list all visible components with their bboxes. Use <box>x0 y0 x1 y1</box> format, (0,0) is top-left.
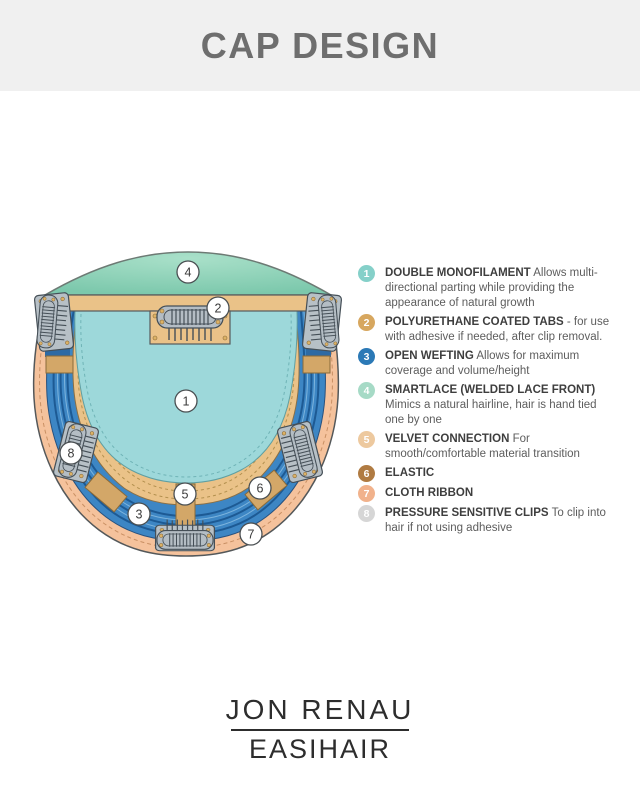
callout-5 <box>174 483 196 505</box>
callout-7 <box>240 523 262 545</box>
elastic-spoke-left-top <box>46 356 73 373</box>
legend-item-double-monofilament <box>358 266 614 311</box>
legend-term: VELVET CONNECTION <box>385 433 510 445</box>
legend-term: SMARTLACE (WELDED LACE FRONT) <box>385 384 596 396</box>
legend-term: DOUBLE MONOFILAMENT <box>385 267 531 279</box>
legend-desc: Allows multi-directional parting while providing the appearance of natural growth <box>385 267 598 309</box>
legend-term: CLOTH RIBBON <box>385 487 474 499</box>
callout-3 <box>128 503 150 525</box>
pressure-clip-top-right <box>302 292 342 351</box>
logo-divider <box>231 729 409 731</box>
legend-badge-8: 8 <box>358 505 375 522</box>
legend-item-pressure-clips <box>358 506 614 536</box>
legend-term: ELASTIC <box>385 467 435 479</box>
svg-text:1: 1 <box>182 394 190 409</box>
legend-item-elastic <box>358 466 614 482</box>
legend-desc: Allows for maximum coverage and volume/height <box>385 350 580 377</box>
brand-logo <box>0 694 640 765</box>
legend-item-polyurethane-tabs <box>358 315 614 345</box>
legend-item-smartlace <box>358 383 614 428</box>
legend-term: OPEN WEFTING <box>385 350 474 362</box>
callout-4 <box>177 261 199 283</box>
svg-text:4: 4 <box>184 265 192 280</box>
legend-badge-4: 4 <box>358 382 375 399</box>
legend-term: PRESSURE SENSITIVE CLIPS <box>385 507 549 519</box>
legend-desc: For smooth/comfortable material transition <box>385 433 580 460</box>
svg-text:8: 8 <box>67 446 75 461</box>
legend-badge-1: 1 <box>358 265 375 282</box>
legend-badge-7: 7 <box>358 485 375 502</box>
svg-text:7: 7 <box>247 527 255 542</box>
legend-badge-5: 5 <box>358 431 375 448</box>
legend-item-open-wefting <box>358 349 614 379</box>
callout-8 <box>60 442 82 464</box>
legend-badge-3: 3 <box>358 348 375 365</box>
legend <box>358 266 614 540</box>
svg-text:5: 5 <box>181 487 189 502</box>
legend-item-velvet-connection <box>358 432 614 462</box>
cap-diagram <box>25 240 345 560</box>
page-title: CAP DESIGN <box>200 24 440 66</box>
legend-badge-2: 2 <box>358 314 375 331</box>
page-header <box>0 0 640 91</box>
callout-1 <box>175 390 197 412</box>
legend-item-cloth-ribbon <box>358 486 614 502</box>
callout-2 <box>207 297 229 319</box>
legend-desc: To clip into hair if not using adhesive <box>385 507 606 534</box>
legend-desc: - for use with adhesive if needed, after clip removal. <box>385 316 610 343</box>
legend-desc: Mimics a natural hairline, hair is hand tied one by one <box>385 399 597 426</box>
brand-name-secondary: EASIHAIR <box>248 734 392 764</box>
legend-badge-6: 6 <box>358 465 375 482</box>
callout-6 <box>249 477 271 499</box>
svg-text:3: 3 <box>135 507 143 522</box>
elastic-spoke-right-top <box>303 356 330 373</box>
legend-term: POLYURETHANE COATED TABS <box>385 316 564 328</box>
pressure-clip-top-left <box>34 292 74 351</box>
brand-name-primary: JON RENAU <box>225 694 415 725</box>
svg-text:6: 6 <box>256 481 264 496</box>
svg-text:2: 2 <box>214 301 222 316</box>
